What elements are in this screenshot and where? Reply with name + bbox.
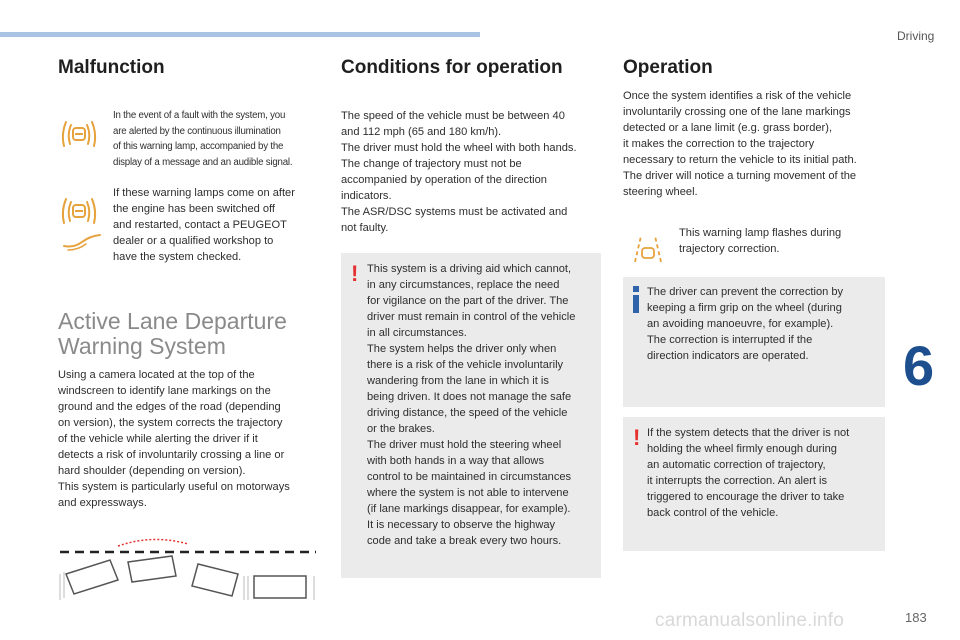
operation-info-text: The driver can prevent the correction by keeping a firm grip on the wheel (during an avoiding manoeuvre, for example). The correction is interrupted if the direction indicators are operated. [647,286,844,362]
chapter-number: 6 [903,334,935,397]
operation-body: Once the system identifies a risk of the vehicle involuntarily crossing one of the lane markings detected or a lane limit (e.g. grass border), it makes the correction to the trajectory necessary to return the vehicle to its initial path. The driver will notice a turning movement of the steering wheel. [623,90,857,198]
operation-warning-box [623,417,885,551]
operation-warning-text: If the system detects that the driver is not holding the wheel firmly enough during an automatic correction of trajectory, it interrupts the correction. An alert is triggered to encourage the driver to take back control of the vehicle. [647,427,850,519]
page-number: 183 [905,610,927,625]
section-title: Driving [897,29,935,43]
lane-warning-lamp-icon [631,232,665,266]
conditions-warning-box [341,253,601,578]
fault-text: In the event of a fault with the system, you are alerted by the continuous illumination of this warning lamp, accompanied by the display of a message and an audible signal. [113,110,293,168]
watermark: carmanualsonline.info [655,610,845,631]
exclamation-icon: ! [633,425,641,450]
lamp-text: This warning lamp flashes during trajectory correction. [679,227,842,255]
conditions-warning-text: This system is a driving aid which cannot, in any circumstances, replace the need for vigilance on the part of the driver. The driver must remain in control of the vehicle in all circumstances. The system helps the driver only when there is a risk of the vehicle involuntarily wandering from the lane in which it is being driven. It does not manage the safe driving distance, the speed of the vehicle or the brakes. The driver must hold the steering wheel with both hands in a way that allows control to be maintained in circumstances where the system is not able to intervene (if lane markings disappear, for example). It is necessary to observe the highway code and take a break every two hours. [367,263,576,547]
lane-correction-icon [58,534,320,606]
operation-info-box [623,277,885,407]
lane-warning-lamp-icon [58,193,100,229]
header-bar [0,32,480,37]
conditions-title: Conditions for operation [341,57,563,78]
conditions-body: The speed of the vehicle must be between 40 and 112 mph (65 and 180 km/h). The driver must hold the wheel with both hands. The change of trajectory must not be accompanied by operation of the direction indicators. The ASR/DSC systems must be activated and not faulty. [341,110,577,234]
malfunction-title: Malfunction [58,57,165,78]
operation-title: Operation [623,57,713,78]
exclamation-icon: ! [351,261,359,286]
steering-hands-icon [60,230,106,252]
aldw-title: Active Lane Departure Warning System [58,308,287,359]
info-icon [633,295,639,313]
persist-text: If these warning lamps come on after the engine has been switched off and restarted, contact a PEUGEOT dealer or a qualified workshop to have the system checked. [113,187,295,263]
lane-warning-lamp-icon [58,116,100,152]
aldw-body: Using a camera located at the top of the windscreen to identify lane markings on the ground and the edges of the road (depending on version), the system corrects the trajectory of the vehicle while alerting the driver if it detects a risk of involuntarily crossing a line or hard shoulder (depending on version). This system is particularly useful on motorways and expressways. [58,369,290,509]
